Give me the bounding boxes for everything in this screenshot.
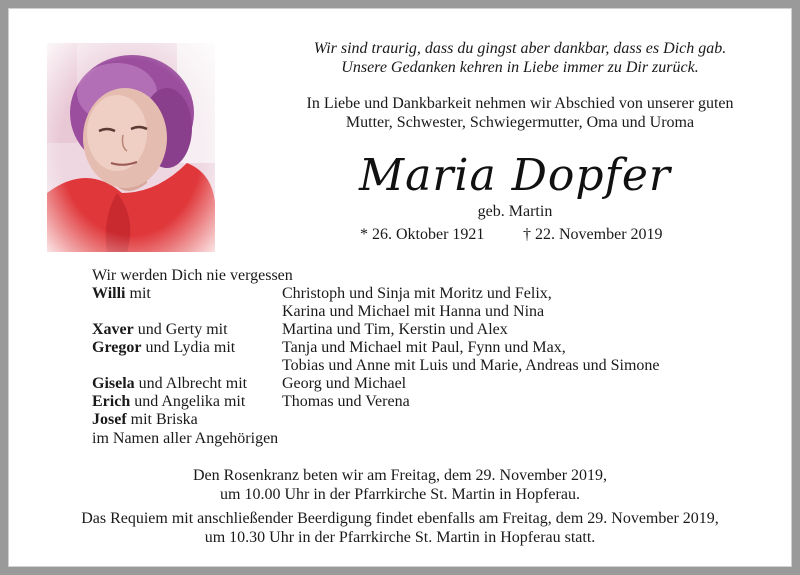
family-row [92,321,228,339]
family-children: Georg und Michael [282,375,407,392]
portrait-photo [47,43,215,252]
death-date: † 22. November 2019 [523,226,663,243]
family-children: Karina und Michael mit Hanna und Nina [282,303,545,320]
family-row [92,285,151,303]
family-member-suffix: mit Briska [126,411,198,428]
family-row [92,339,235,357]
maiden-name: geb. Martin [477,203,553,220]
birth-date: * 26. Oktober 1921 [360,226,485,243]
family-member-name: Willi [92,285,126,302]
family-children: Martina und Tim, Kerstin und Alex [282,321,508,338]
family-member-name: Josef [92,411,127,428]
family-member-suffix: und Lydia mit [141,339,236,356]
family-member-suffix: und Angelika mit [130,393,246,410]
deceased-name: Maria Dopfer [359,150,671,201]
family-row [92,411,198,429]
requiem-line-2: um 10.30 Uhr in der Pfarrkirche St. Martin in Hopferau statt. [204,529,596,546]
family-member-suffix: und Gerty mit [133,321,228,338]
verse-line-1: Wir sind traurig, dass du gingst aber dankbar, dass es Dich gab. [313,40,727,57]
family-member-name: Xaver [92,321,134,338]
family-children: Thomas und Verena [282,393,410,410]
family-member-name: Erich [92,393,131,410]
family-closing: im Namen aller Angehörigen [92,430,279,447]
requiem-line-1: Das Requiem mit anschließender Beerdigung findet ebenfalls am Freitag, dem 29. November 2019, [81,510,719,527]
family-children: Christoph und Sinja mit Moritz und Felix, [282,285,552,302]
family-heading: Wir werden Dich nie vergessen [92,267,293,284]
intro-line-2: Mutter, Schwester, Schwiegermutter, Oma und Uroma [345,114,695,131]
portrait-illustration [47,43,215,252]
intro-line-1: In Liebe und Dankbarkeit nehmen wir Abschied von unserer guten [306,95,734,112]
family-children: Tobias und Anne mit Luis und Marie, Andreas und Simone [282,357,660,374]
rosary-line-2: um 10.00 Uhr in der Pfarrkirche St. Martin in Hopferau. [220,486,580,503]
verse-line-2: Unsere Gedanken kehren in Liebe immer zu Dir zurück. [341,59,699,76]
family-children: Tanja und Michael mit Paul, Fynn und Max, [282,339,566,356]
family-member-suffix: mit [125,285,151,302]
family-row [92,393,245,411]
family-member-name: Gregor [92,339,142,356]
family-member-name: Gisela [92,375,135,392]
rosary-line-1: Den Rosenkranz beten wir am Freitag, dem 29. November 2019, [192,467,608,484]
family-member-suffix: und Albrecht mit [134,375,248,392]
family-row [92,375,247,393]
